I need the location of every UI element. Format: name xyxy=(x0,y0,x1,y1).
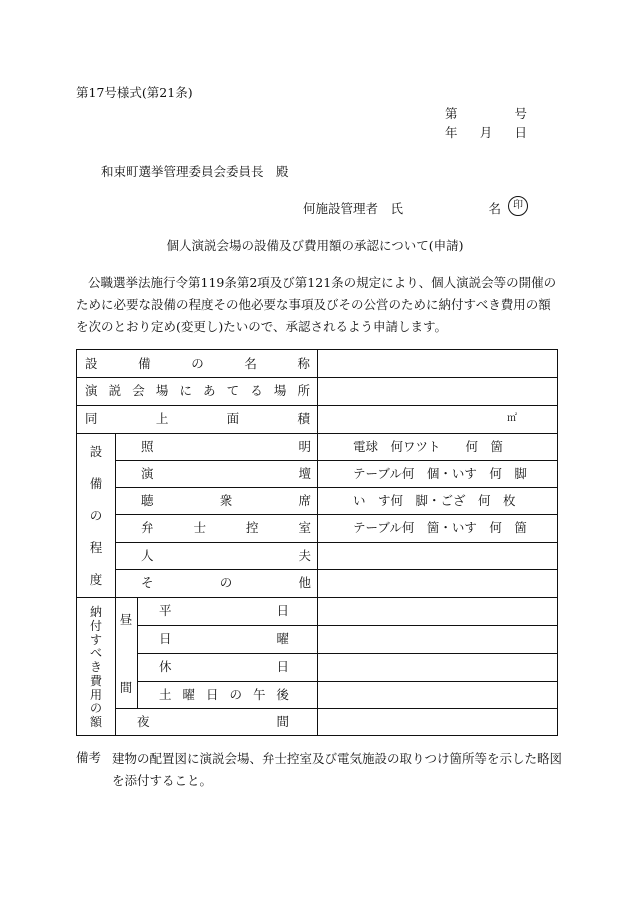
char: 衆 xyxy=(219,493,233,508)
equipment-lighting-detail: 電球 何ワツト 何 箇 xyxy=(353,439,504,454)
char: 額 xyxy=(89,715,102,729)
applicant-title: 何施設管理者 氏 xyxy=(303,201,404,216)
seal-mark: 印 xyxy=(508,196,528,216)
recipient: 和束町選挙管理委員会委員長 殿 xyxy=(101,164,289,179)
equipment-waiting-room-detail: テーブル何 箇・いす 何 箇 xyxy=(353,520,527,535)
char: 明 xyxy=(298,439,311,454)
fee-holiday-label xyxy=(159,654,289,680)
char: 日 xyxy=(159,631,172,646)
char: 間 xyxy=(119,679,133,695)
equipment-lighting-label xyxy=(141,434,311,460)
equipment-other-label xyxy=(141,570,311,596)
remarks-label: 備考 xyxy=(76,750,102,765)
char: の xyxy=(191,356,204,371)
char: 日 xyxy=(276,603,289,618)
char: 程 xyxy=(89,539,103,555)
equipment-group-label xyxy=(84,446,108,586)
char: 備 xyxy=(138,356,151,371)
char: 付 xyxy=(89,618,102,633)
char: 上 xyxy=(155,411,169,426)
document-title: 個人演説会場の設備及び費用額の承認について(申請) xyxy=(166,238,464,253)
equipment-podium-label xyxy=(141,461,311,487)
char: の xyxy=(89,701,102,716)
char: 説 xyxy=(108,383,122,398)
char: に xyxy=(179,383,192,398)
equipment-audience-label xyxy=(141,488,311,514)
char: き xyxy=(89,660,102,674)
area-label xyxy=(85,406,310,432)
char: る xyxy=(250,383,263,398)
char: 名 xyxy=(244,356,257,371)
char: べ xyxy=(89,646,102,661)
char: て xyxy=(226,383,240,398)
char: す xyxy=(89,632,102,647)
char: 場 xyxy=(273,383,287,398)
char: 他 xyxy=(298,575,311,590)
char: 夜 xyxy=(137,714,150,729)
char: の xyxy=(229,687,242,702)
equipment-labor-label xyxy=(141,543,311,569)
fee-sunday-label xyxy=(159,626,289,652)
char: 設 xyxy=(89,444,103,459)
char: 平 xyxy=(159,603,172,618)
char: 聴 xyxy=(141,493,154,508)
char: 日 xyxy=(276,659,289,674)
char: 設 xyxy=(85,356,98,371)
char: 年 xyxy=(445,125,458,140)
char: 用 xyxy=(89,687,102,702)
char: 日 xyxy=(514,125,527,140)
char: 所 xyxy=(297,383,310,398)
char: 面 xyxy=(226,411,240,426)
char: 納 xyxy=(89,605,102,619)
char: 室 xyxy=(298,520,311,535)
char: 称 xyxy=(297,356,310,371)
char: 演 xyxy=(85,383,98,398)
char: の xyxy=(89,507,103,523)
char: 弁 xyxy=(141,520,154,535)
body-paragraph: 公職選挙法施行令第119条第2項及び第121条の規定により、個人演説会等の開催のために必要な設備の程度その他必要な事項及びその公営のために納付すべき費用の額を次のとおり定め(変更し)たいので、承認されるよう申請します。 xyxy=(76,275,557,334)
char: 休 xyxy=(159,659,172,674)
application-table xyxy=(76,349,558,736)
char: 演 xyxy=(141,466,154,481)
char: 月 xyxy=(479,125,493,140)
venue-label xyxy=(85,378,310,404)
char: 間 xyxy=(276,714,289,729)
char: 午 xyxy=(252,687,266,702)
char: あ xyxy=(203,383,216,398)
fee-saturday-afternoon-label xyxy=(159,682,289,708)
fee-weekday-label xyxy=(159,598,289,624)
equipment-podium-detail: テーブル何 個・いす 何 脚 xyxy=(353,466,527,481)
char: 照 xyxy=(141,439,154,454)
char: 第 xyxy=(445,106,458,121)
char: 士 xyxy=(193,520,206,535)
facility-name-label xyxy=(85,351,310,377)
char: 費 xyxy=(89,673,102,688)
equipment-audience-detail: い す何 脚・ござ 何 枚 xyxy=(353,493,516,508)
char: 場 xyxy=(155,383,169,398)
equipment-waiting-room-label xyxy=(141,515,311,541)
char: 人 xyxy=(141,548,154,563)
body-text xyxy=(76,272,560,338)
char: 昼 xyxy=(119,612,133,627)
char: 同 xyxy=(85,411,98,426)
char: 控 xyxy=(245,520,259,535)
fee-night-label xyxy=(137,709,289,735)
char: 会 xyxy=(132,383,145,398)
char: 曜 xyxy=(276,631,289,646)
char: 備 xyxy=(89,475,103,491)
char: 号 xyxy=(514,106,527,121)
char: 積 xyxy=(297,411,310,426)
document-number-label xyxy=(445,104,527,122)
char: 席 xyxy=(298,493,311,508)
area-unit: ㎡ xyxy=(507,413,517,424)
char: 曜 xyxy=(182,687,195,702)
char: 壇 xyxy=(298,466,311,481)
daytime-label xyxy=(114,614,138,694)
char: そ xyxy=(141,575,154,590)
remarks-text: 建物の配置図に演説会場、弁士控室及び電気施設の取りつけ箇所等を示した略図を添付すること。 xyxy=(112,751,563,788)
char: 後 xyxy=(276,687,289,702)
char: 度 xyxy=(89,571,103,587)
char: 土 xyxy=(159,687,172,702)
applicant-name-label: 名 xyxy=(488,201,501,216)
date-label xyxy=(445,123,527,141)
fee-group-label xyxy=(84,606,108,728)
char: の xyxy=(219,575,233,590)
char: 日 xyxy=(205,687,219,702)
form-number: 第17号様式(第21条) xyxy=(76,85,193,100)
char: 夫 xyxy=(298,548,311,563)
